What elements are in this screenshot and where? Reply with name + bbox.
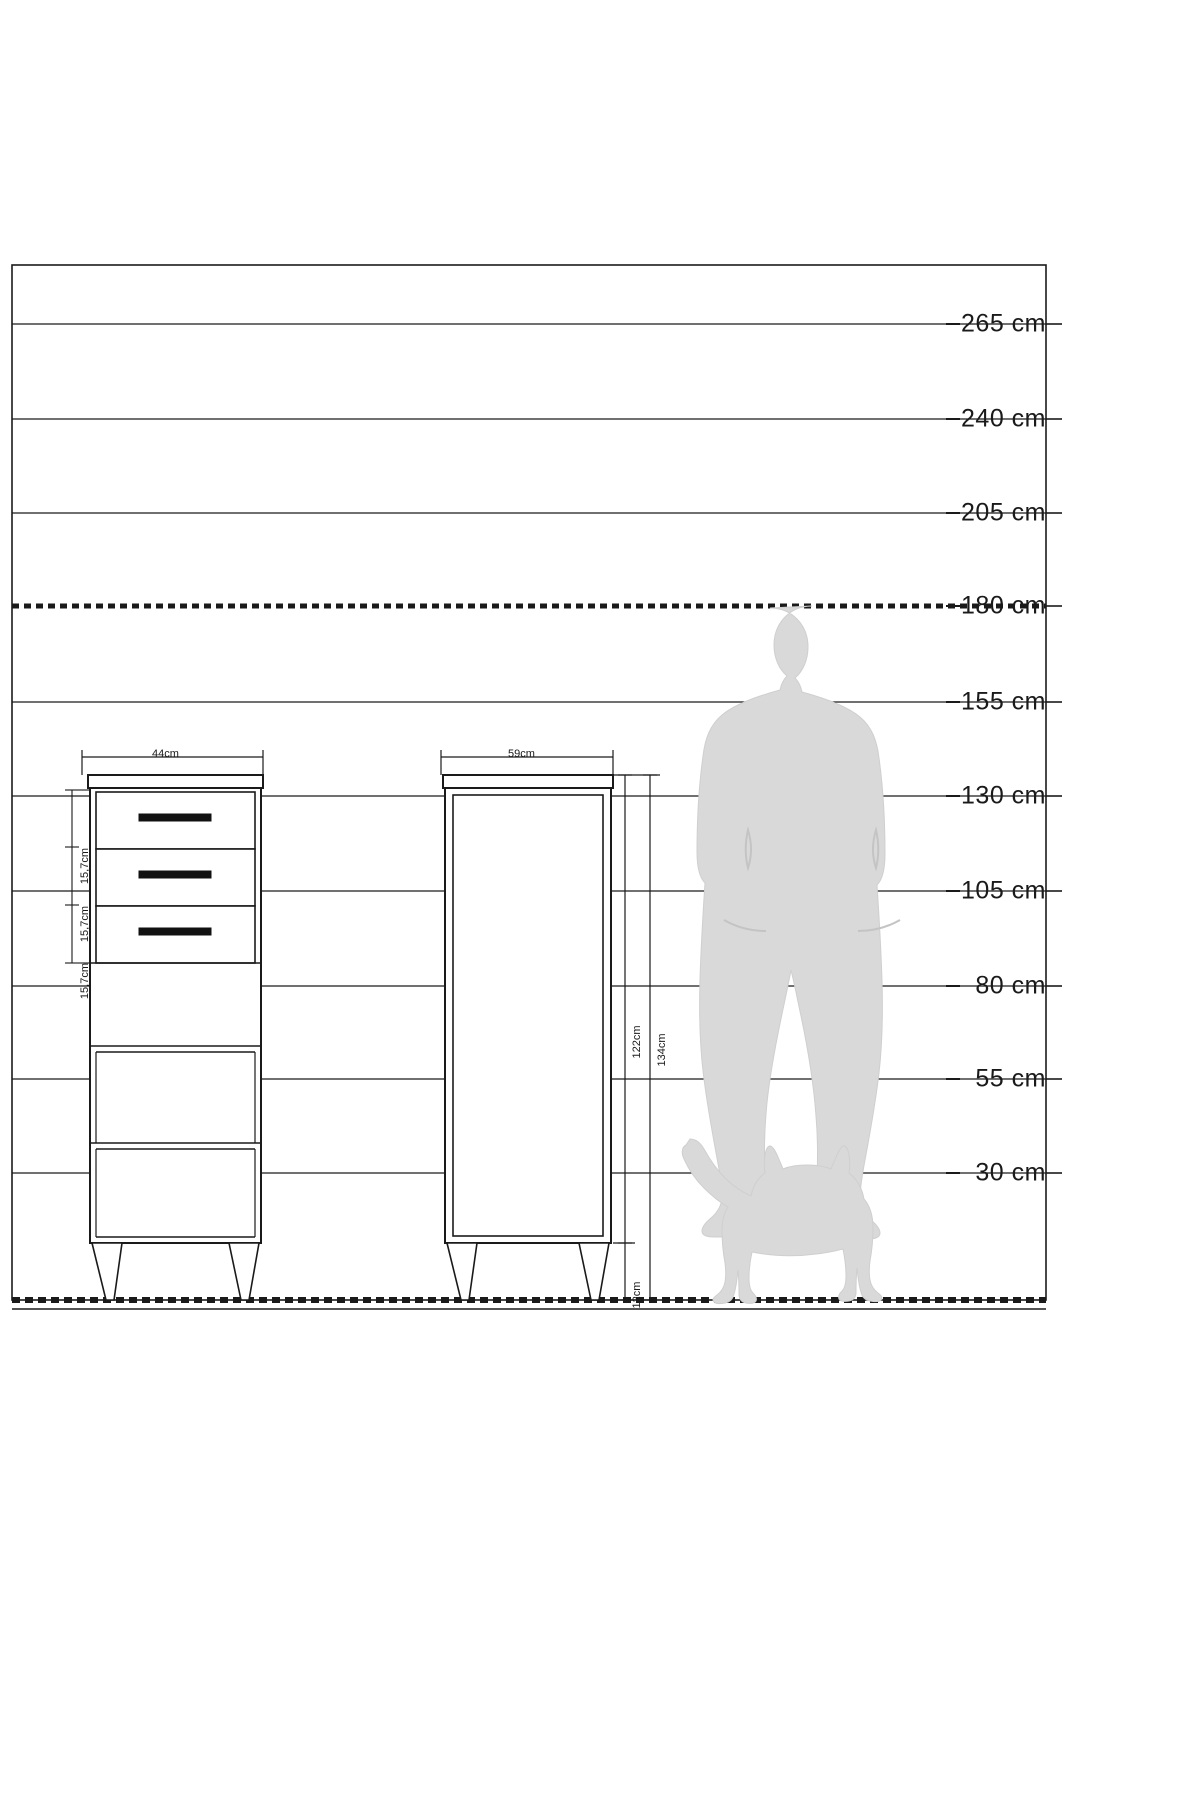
cabinet-right-door[interactable] — [453, 795, 603, 1236]
dimension-label-body-height: 122cm — [631, 1025, 643, 1059]
scale-label-80: 80 cm — [975, 971, 1046, 1000]
scale-label-205: 205 cm — [961, 498, 1046, 527]
scale-label-155: 155 cm — [961, 687, 1046, 716]
scale-ticks — [1046, 324, 1062, 1173]
dimension-label-left-width: 44cm — [152, 748, 179, 760]
dimension-label-drawer-3: 15,7cm — [79, 963, 91, 1000]
scale-label-105: 105 cm — [961, 876, 1046, 905]
scale-label-265: 265 cm — [961, 309, 1046, 338]
scale-label-55: 55 cm — [975, 1064, 1046, 1093]
dimension-label-drawer-1: 15,7cm — [79, 848, 91, 885]
scale-label-30: 30 cm — [975, 1158, 1046, 1187]
drawer-3[interactable] — [96, 906, 255, 963]
cabinet-left[interactable] — [88, 775, 263, 1300]
drawer-1[interactable] — [96, 792, 255, 849]
drawer-2[interactable] — [96, 849, 255, 906]
scale-label-180: 180 cm — [961, 591, 1046, 620]
floor-line — [12, 1300, 1046, 1309]
scale-label-130: 130 cm — [961, 781, 1046, 810]
dimension-label-leg-height: 12cm — [631, 1281, 643, 1309]
scale-label-240: 240 cm — [961, 404, 1046, 433]
cabinet-right[interactable] — [443, 775, 613, 1300]
dimension-label-drawer-2: 15,7cm — [79, 906, 91, 943]
dimension-label-total-height: 134cm — [656, 1033, 668, 1067]
dimension-label-right-width: 59cm — [508, 748, 535, 760]
